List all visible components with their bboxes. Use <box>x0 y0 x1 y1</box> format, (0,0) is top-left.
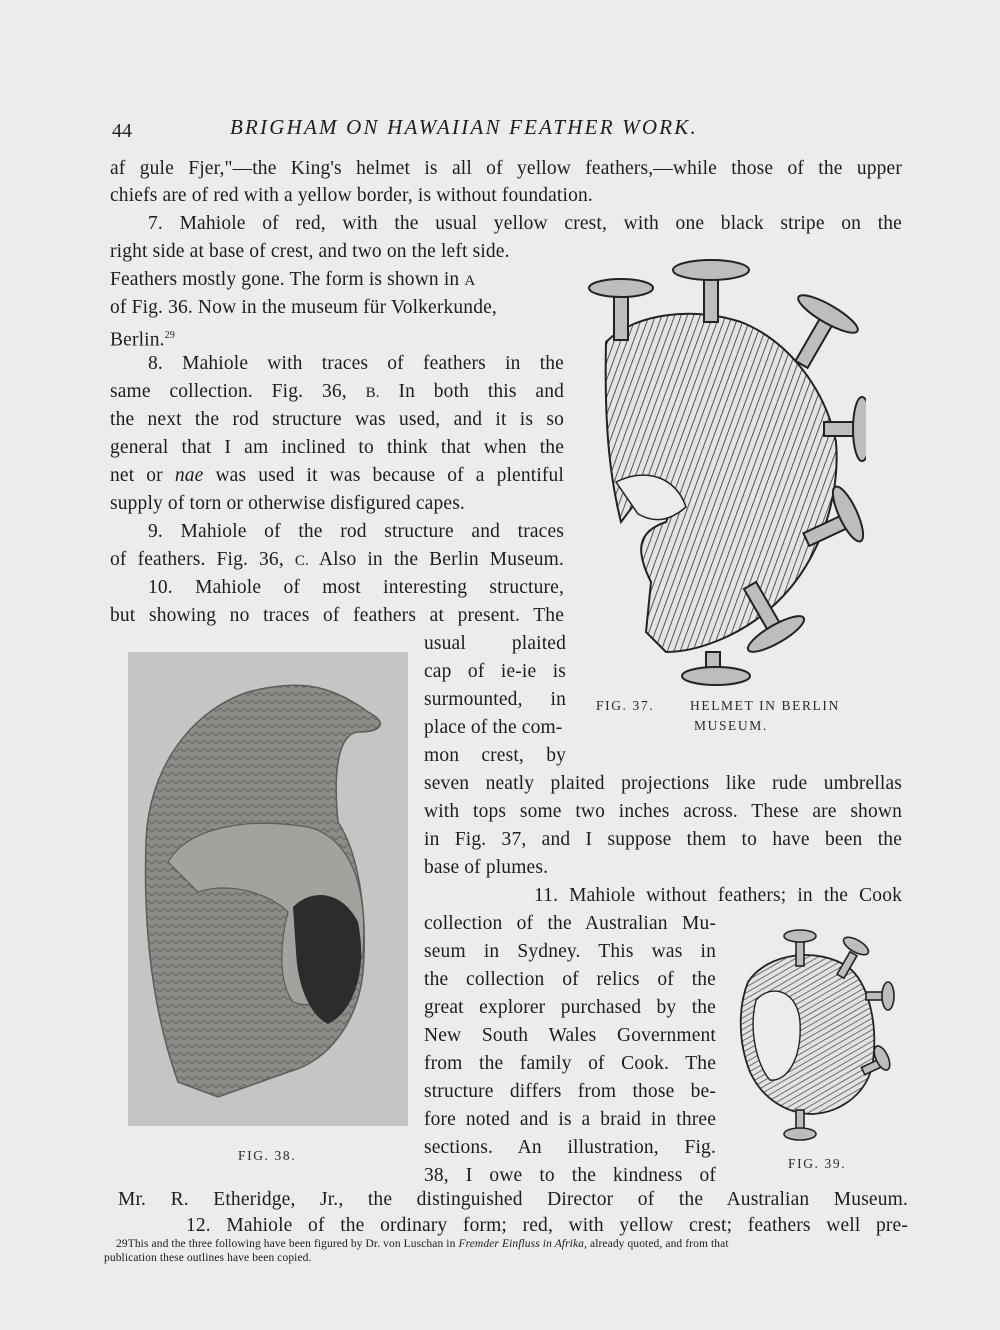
text-line: cap of ie-ie is <box>424 661 566 682</box>
footnote-line: publication these outlines have been copied. <box>104 1252 312 1264</box>
figure-37-caption-number: FIG. 37. <box>596 698 655 713</box>
text-span: Feathers mostly gone. The form is shown in <box>110 269 460 290</box>
text-span: C. <box>294 553 309 569</box>
text-line: mon crest, by <box>424 745 566 766</box>
figure-37-caption-title-cont: MUSEUM. <box>694 718 768 733</box>
text-line: of Fig. 36. Now in the museum für Volkerkunde, <box>110 297 497 318</box>
text-line: 9. Mahiole of the rod structure and traces <box>148 521 564 542</box>
text-line: great explorer purchased by the <box>424 997 716 1018</box>
page-number: 44 <box>112 120 132 142</box>
text-line <box>110 266 475 295</box>
text-line: surmounted, in <box>424 689 566 710</box>
text-line: seum in Sydney. This was in <box>424 941 716 962</box>
text-line <box>110 378 564 407</box>
footnote-ref: 29 <box>164 330 175 341</box>
text-line: af gule Fjer,"—the King's helmet is all of yellow feathers,—while those of the upper <box>110 158 902 179</box>
text-line: in Fig. 37, and I suppose them to have been the <box>424 829 902 850</box>
figure-37-helmet-illustration <box>576 252 866 692</box>
text-span: In both this and <box>398 381 565 402</box>
text-line: usual plaited <box>424 633 566 654</box>
text-line: supply of torn or otherwise disfigured capes. <box>110 493 465 514</box>
text-line: collection of the Australian Mu- <box>424 913 716 934</box>
text-line: Mr. R. Etheridge, Jr., the distinguished Director of the Australian Museum. <box>118 1189 908 1210</box>
footnote-line <box>116 1238 729 1251</box>
text-line <box>110 546 564 575</box>
text-line: New South Wales Government <box>424 1025 716 1046</box>
figure-37-caption-title: HELMET IN BERLIN <box>690 698 840 713</box>
text-span: was used it was because of a plentiful <box>215 465 564 486</box>
text-line: 8. Mahiole with traces of feathers in the <box>148 353 564 374</box>
text-line: from the family of Cook. The <box>424 1053 716 1074</box>
text-span: same collection. Fig. 36, <box>110 381 347 402</box>
text-line: 12. Mahiole of the ordinary form; red, with yellow crest; feathers well pre- <box>186 1215 908 1236</box>
footnote-text: Fremder Einfluss in Afrika, <box>458 1238 588 1250</box>
running-title: BRIGHAM ON HAWAIIAN FEATHER WORK. <box>230 115 698 139</box>
text-line: 38, I owe to the kindness of <box>424 1165 716 1186</box>
text-line: but showing no traces of feathers at present. The <box>110 605 564 626</box>
text-line: place of the com- <box>424 717 563 738</box>
text-span: Also in the Berlin Museum. <box>318 549 564 570</box>
text-line <box>110 462 564 489</box>
text-line: 10. Mahiole of most interesting structure, <box>148 577 564 598</box>
text-line: structure differs from those be- <box>424 1081 716 1102</box>
text-line: the next the rod structure was used, and it is so <box>110 409 564 430</box>
figure-38-helmet-photo <box>128 652 408 1126</box>
text-span: Berlin. <box>110 329 165 351</box>
text-line: with tops some two inches across. These are shown <box>424 801 902 822</box>
text-line: seven neatly plaited projections like rude umbrellas <box>424 773 902 794</box>
text-span: A <box>464 273 476 289</box>
text-span: nae <box>174 465 204 486</box>
text-line: 11. Mahiole without feathers; in the Cook <box>534 885 902 906</box>
text-span: of feathers. Fig. 36, <box>110 549 284 570</box>
text-line <box>110 322 175 354</box>
figure-38-caption: FIG. 38. <box>238 1148 297 1163</box>
text-line: sections. An illustration, Fig. <box>424 1137 716 1158</box>
footnote-text: already quoted, and from that <box>590 1238 729 1250</box>
text-span: net or <box>110 465 163 486</box>
figure-39-caption: FIG. 39. <box>788 1156 847 1171</box>
text-line: 7. Mahiole of red, with the usual yellow crest, with one black stripe on the <box>148 213 902 234</box>
text-line: base of plumes. <box>424 857 549 878</box>
footnote-text: 29This and the three following have been figured by Dr. von Luschan in <box>116 1238 456 1250</box>
figure-39-helmet-illustration <box>728 922 900 1152</box>
text-line: the collection of relics of the <box>424 969 716 990</box>
text-line: fore noted and is a braid in three <box>424 1109 716 1130</box>
text-line: right side at base of crest, and two on the left side. <box>110 241 510 262</box>
text-line: general that I am inclined to think that when the <box>110 437 564 458</box>
text-span: B. <box>365 385 380 401</box>
text-line: chiefs are of red with a yellow border, is without foundation. <box>110 185 593 206</box>
